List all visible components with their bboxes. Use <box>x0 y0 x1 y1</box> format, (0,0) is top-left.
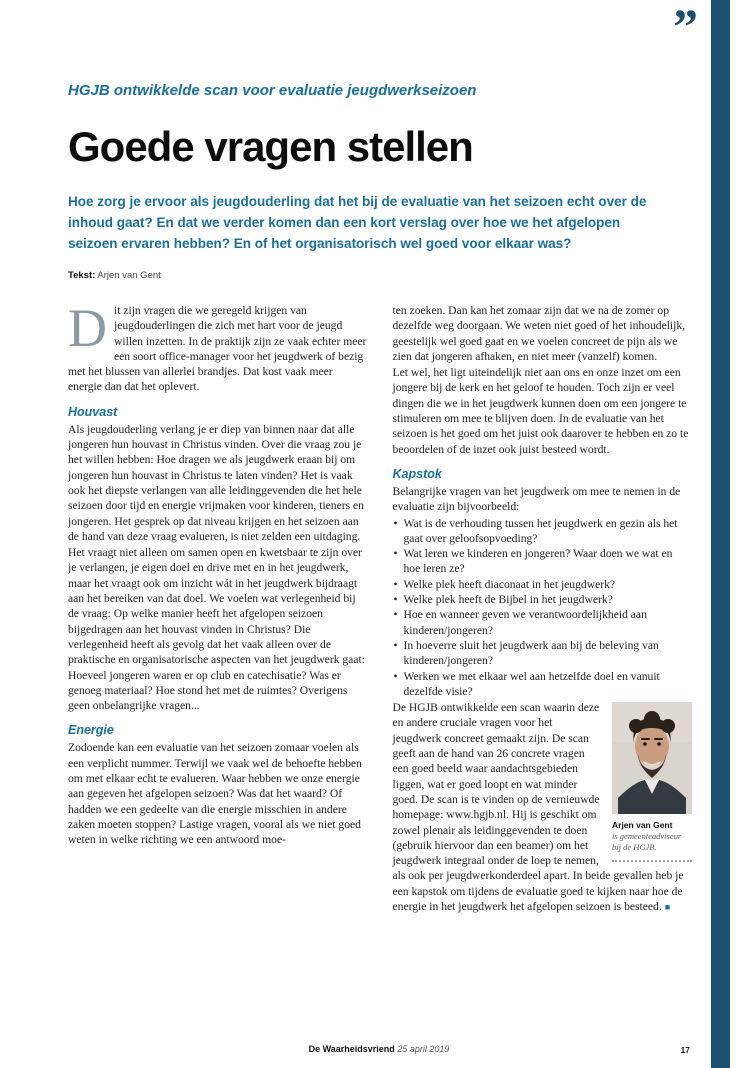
photo-caption-role: is gemeenteadviseur bij de HGJB. <box>612 831 682 853</box>
right-edge-bar <box>711 0 730 1068</box>
byline-label: Tekst: <box>68 270 96 281</box>
paragraph: Zodoende kan een evaluatie van het seizoen zomaar voelen als een verplicht nummer. Terwijl we vaak wel de behoefte hebben om met elkaar echt te evalueren. Waar hebben we onze energie aan gegeven het afgelopen seizoen? Was dat het waard? Of hadden we een gedeelte van die energie misschien in andere zaken moeten stoppen? Lastige vragen, vooral als we niet goed weten in welke richting we een antwoord moe- <box>68 741 362 847</box>
bullet-item: • Wat leren we kinderen en jongeren? Waar doen we wat en hoe leren ze? <box>393 546 693 577</box>
paragraph <box>68 298 368 395</box>
kicker: HGJB ontwikkelde scan voor evaluatie jeugdwerkseizoen <box>68 82 477 99</box>
drop-cap: D <box>68 298 107 358</box>
paragraph-text: De HGJB ontwikkelde een scan waarin deze en andere cruciale vragen voor het jeugdwerk concreet gemaakt zijn. De scan geeft aan de hand van 26 concrete vragen een goed beeld waar aandachtsgebieden liggen, wat er goed loopt en wat minder goed. De scan is te vinden op de vernieuwde homepage: www.hgjb.nl. Hij is geschikt om zowel plenair als leidinggevenden te doen (gebruik hiervoor dan een beamer) om het jeugdwerk integraal onder de loep te nemen, als ook per jeugdwerkonderdeel apart. In beide gevallen heb je een kapstok om tijdens de evaluatie goed te kijken naar hoe de energie in het jeugdwerk het afgelopen seizoen is besteed. <box>392 701 684 913</box>
portrait-photo <box>612 702 692 814</box>
paragraph-text: it zijn vragen die we geregeld krijgen van jeugdouderlingen die zich met hart voor de jeugd willen inzetten. In de praktijk zijn ze vaak echter meer een soort office-manager voor het jeugdwerk of bezig met het blussen van allerlei brandjes. Dat kost vaak meer energie dan dat het oplevert. <box>68 304 367 394</box>
column-left <box>68 298 368 915</box>
caption-divider <box>612 860 692 862</box>
article-content <box>68 0 692 915</box>
byline-name: Arjen van Gent <box>97 270 161 281</box>
paragraph: ten zoeken. Dan kan het zomaar zijn dat we na de zomer op dezelfde weg doorgaan. We weten niet goed of het inhoudelijk, geestelijk wel goed gaat en we voelen concreet de pijn als we zien dat jongeren afhaken, en niet meer (vanzelf) komen. <box>392 304 686 363</box>
body-columns <box>68 298 692 915</box>
footer-center <box>68 1044 690 1054</box>
article-end-mark: ■ <box>664 901 671 912</box>
bullet-item: • Wat is de verhouding tussen het jeugdwerk en gezin als het gaat over geloofsopvoeding? <box>393 516 693 547</box>
byline <box>68 270 692 281</box>
paragraph: Het vraagt niet alleen om samen open en kwetsbaar te zijn over je verlangen, je eigen doel en drive met en in het jeugdwerk, maar het vraagt ook om inzicht wát in het jeugdwerk bijdraagt aan het bereiken van dat doel. We voelen wat verlegenheid bij de vraag: Op welke manier heeft het afgelopen seizoen bijgedragen aan het houvast vinden in Christus? Die verlegenheid heeft als gevolg dat het vaak alleen over de praktische en organisatorische aspecten van het jeugdwerk gaat: Hoeveel jongeren waren er op club en catechisatie? Was er genoeg materiaal? Hoe stond het met de ruimtes? Overigens geen onbelangrijke vragen... <box>68 546 365 713</box>
column-right <box>393 303 693 915</box>
intro-paragraph: Hoe zorg je ervoor als jeugdouderling dat het bij de evaluatie van het seizoen echt over de inhoud gaat? En dat we verder komen dan een kort verslag over hoe we het afgelopen seizoen ervaren hebben? En of het organisatorisch wel goed voor elkaar was? <box>68 194 647 251</box>
section-heading-kapstok: Kapstok <box>392 466 442 481</box>
bullet-item: • In hoeverre sluit het jeugdwerk aan bij de beleving van kinderen/jongeren? <box>393 638 693 669</box>
bullet-item: • Welke plek heeft de Bijbel in het jeugdwerk? <box>393 592 693 607</box>
footer-page-number: 17 <box>680 1045 690 1055</box>
bullet-list <box>393 516 693 700</box>
paragraph: Let wel, het ligt uiteindelijk niet aan ons en onze inzet om een jongere bij de kerk en het geloof te houden. Toch zijn er veel dingen die we in het jeugdwerk kunnen doen om een jongere te stimuleren om mee te blijven doen. In de evaluatie van het seizoen is het goed om het juist ook daarover te hebben en zo te beoordelen of de inzet ook juist besteed wordt. <box>392 366 689 456</box>
paragraph: Belangrijke vragen van het jeugdwerk om mee te nemen in de evaluatie zijn bijvoorbeeld: <box>392 484 681 514</box>
article-title: Goede vragen stellen <box>68 123 473 170</box>
footer-date: 25 april 2019 <box>397 1044 450 1054</box>
footer <box>68 1044 690 1054</box>
section-heading-houvast: Houvast <box>68 404 118 419</box>
quote-icon: ” <box>673 0 698 54</box>
author-photo-block <box>612 702 692 862</box>
bullet-item: • Hoe en wanneer geven we verantwoordelijkheid aan kinderen/jongeren? <box>393 607 693 638</box>
photo-caption-name: Arjen van Gent <box>612 820 673 831</box>
section-heading-energie: Energie <box>68 723 114 738</box>
bullet-item: • Welke plek heeft diaconaat in het jeugdwerk? <box>393 577 693 592</box>
paragraph: Als jeugdouderling verlang je er diep van binnen naar dat alle jongeren hun houvast in Christus vinden. Over die vraag zou je het willen hebben: Hoe dragen we als jeugdwerk eraan bij om jongeren hun houvast in Christus te laten vinden? Het is vaak ook het diepste verlangen van alle leidinggevenden die het hele seizoen door tijd en energie vrijmaken voor kinderen, tieners en jongeren. Het gesprek op dat niveau krijgen en het seizoen aan de hand van deze vraag evalueren, is niet zelden een uitdaging. <box>68 422 364 543</box>
paragraph <box>393 700 693 915</box>
footer-magazine-title: De Waarheidsvriend <box>308 1044 395 1054</box>
bullet-item: • Werken we met elkaar wel aan hetzelfde doel en vanuit dezelfde visie? <box>393 669 693 700</box>
